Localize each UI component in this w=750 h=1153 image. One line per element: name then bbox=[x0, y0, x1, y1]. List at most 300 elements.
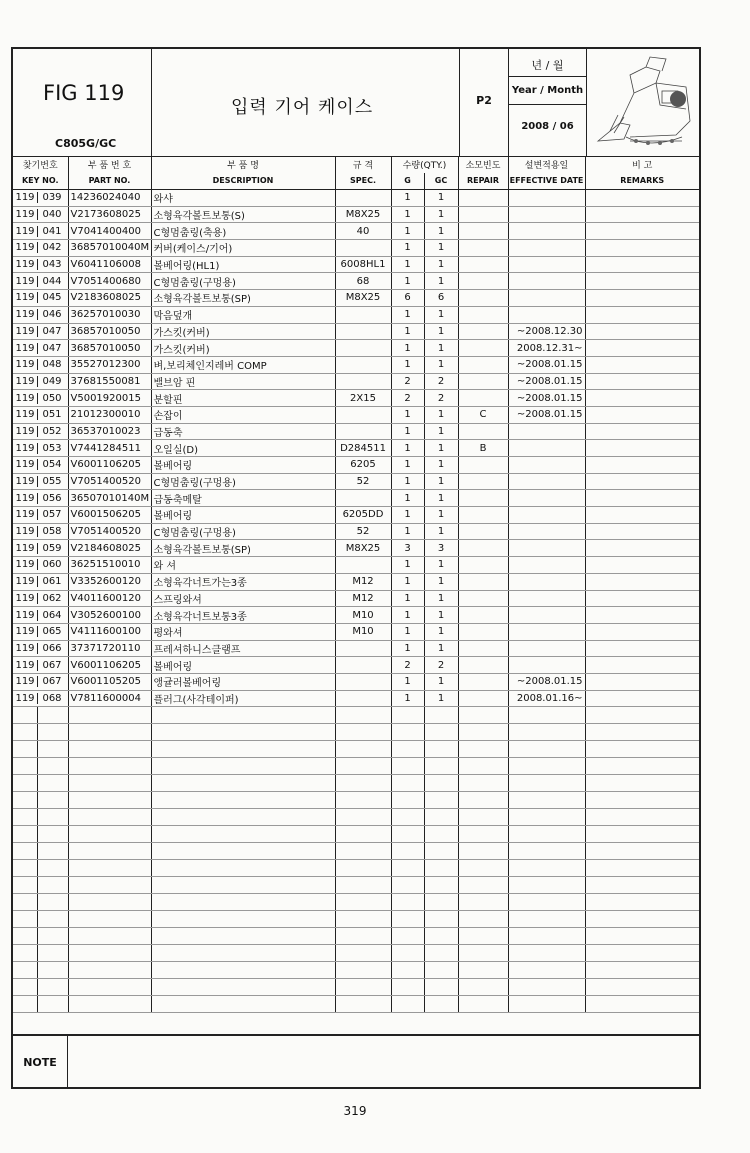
cell-key-no bbox=[13, 340, 68, 357]
table-row bbox=[13, 457, 699, 474]
empty-row bbox=[13, 911, 699, 928]
cell-fig: 119 bbox=[13, 393, 38, 404]
cell-effective-date bbox=[508, 290, 585, 307]
cell-part-no: V3052600100 bbox=[68, 607, 151, 624]
empty-cell bbox=[68, 741, 151, 758]
empty-cell bbox=[335, 860, 391, 877]
cell-qty-g: 3 bbox=[391, 540, 424, 557]
table-row bbox=[13, 190, 699, 207]
empty-cell bbox=[458, 894, 508, 911]
empty-cell bbox=[13, 860, 68, 877]
cell-effective-date bbox=[508, 523, 585, 540]
empty-cell bbox=[424, 724, 458, 741]
empty-cell bbox=[458, 809, 508, 826]
table-row bbox=[13, 373, 699, 390]
cell-description: 볼베어링 bbox=[151, 657, 335, 674]
cell-qty-g: 1 bbox=[391, 323, 424, 340]
empty-cell bbox=[68, 707, 151, 724]
cell-fig: 119 bbox=[13, 209, 38, 220]
cell-part-no: 21012300010 bbox=[68, 406, 151, 423]
empty-cell bbox=[391, 928, 424, 945]
empty-cell bbox=[335, 877, 391, 894]
empty-row bbox=[13, 843, 699, 860]
cell-effective-date bbox=[508, 540, 585, 557]
empty-cell bbox=[508, 809, 585, 826]
empty-cell bbox=[151, 724, 335, 741]
table-row bbox=[13, 223, 699, 240]
empty-cell bbox=[585, 979, 699, 996]
cell-effective-date: 2008.01.16~ bbox=[508, 690, 585, 707]
cell-qty-g: 1 bbox=[391, 273, 424, 290]
cell-qty-gc: 1 bbox=[424, 490, 458, 507]
empty-cell bbox=[13, 724, 68, 741]
empty-cell bbox=[151, 894, 335, 911]
cell-key-no bbox=[13, 273, 68, 290]
cell-qty-g: 1 bbox=[391, 557, 424, 574]
cell-qty-g: 1 bbox=[391, 690, 424, 707]
cell-key: 051 bbox=[42, 409, 62, 421]
cell-key-no bbox=[13, 223, 68, 240]
cell-qty-g: 1 bbox=[391, 623, 424, 640]
cell-part-no: 14236024040 bbox=[68, 190, 151, 207]
cell-effective-date bbox=[508, 590, 585, 607]
cell-repair bbox=[458, 490, 508, 507]
cell-spec: M12 bbox=[335, 573, 391, 590]
cell-remarks bbox=[585, 306, 699, 323]
empty-cell bbox=[151, 945, 335, 962]
cell-spec bbox=[335, 640, 391, 657]
empty-cell bbox=[391, 741, 424, 758]
cell-description: 평와셔 bbox=[151, 623, 335, 640]
cell-remarks bbox=[585, 623, 699, 640]
cell-part-no: 36257010030 bbox=[68, 306, 151, 323]
cell-spec: D284511 bbox=[335, 440, 391, 457]
cell-part-no: V3352600120 bbox=[68, 573, 151, 590]
table-row bbox=[13, 523, 699, 540]
cell-repair bbox=[458, 356, 508, 373]
cell-spec bbox=[335, 673, 391, 690]
cell-qty-gc: 3 bbox=[424, 540, 458, 557]
cell-spec bbox=[335, 356, 391, 373]
cell-spec: 6205DD bbox=[335, 507, 391, 524]
cell-effective-date bbox=[508, 223, 585, 240]
empty-cell bbox=[335, 809, 391, 826]
cell-repair bbox=[458, 657, 508, 674]
empty-row bbox=[13, 826, 699, 843]
col-qty-g: G bbox=[391, 173, 424, 190]
cell-spec: 68 bbox=[335, 273, 391, 290]
table-row bbox=[13, 590, 699, 607]
cell-remarks bbox=[585, 390, 699, 407]
empty-cell bbox=[151, 775, 335, 792]
cell-qty-gc: 1 bbox=[424, 306, 458, 323]
cell-effective-date: ~2008.12.30 bbox=[508, 323, 585, 340]
cell-part-no: V5001920015 bbox=[68, 390, 151, 407]
empty-row bbox=[13, 962, 699, 979]
cell-qty-gc: 1 bbox=[424, 523, 458, 540]
cell-part-no: V6001506205 bbox=[68, 507, 151, 524]
cell-description: 소형육각볼트보통(SP) bbox=[151, 540, 335, 557]
cell-description: 프레셔하니스클램프 bbox=[151, 640, 335, 657]
cell-effective-date: ~2008.01.15 bbox=[508, 673, 585, 690]
empty-cell bbox=[391, 724, 424, 741]
empty-row bbox=[13, 860, 699, 877]
cell-key: 062 bbox=[42, 592, 62, 604]
empty-row bbox=[13, 928, 699, 945]
empty-cell bbox=[424, 877, 458, 894]
cell-qty-gc: 2 bbox=[424, 657, 458, 674]
empty-cell bbox=[151, 741, 335, 758]
empty-cell bbox=[508, 860, 585, 877]
empty-cell bbox=[335, 979, 391, 996]
cell-repair bbox=[458, 673, 508, 690]
empty-cell bbox=[508, 758, 585, 775]
cell-qty-gc: 1 bbox=[424, 640, 458, 657]
cell-description: 손잡이 bbox=[151, 406, 335, 423]
cell-fig: 119 bbox=[13, 192, 38, 203]
cell-description: 소형육각너트가는3종 bbox=[151, 573, 335, 590]
cell-repair bbox=[458, 256, 508, 273]
cell-key-no bbox=[13, 440, 68, 457]
cell-fig: 119 bbox=[13, 459, 38, 470]
cell-part-no: 35527012300 bbox=[68, 356, 151, 373]
cell-qty-g: 1 bbox=[391, 223, 424, 240]
empty-cell bbox=[151, 911, 335, 928]
cell-part-no: V7051400680 bbox=[68, 273, 151, 290]
empty-cell bbox=[335, 826, 391, 843]
cell-key-no bbox=[13, 406, 68, 423]
table-row bbox=[13, 273, 699, 290]
page-title: 입력 기어 케이스 bbox=[231, 97, 374, 118]
note-label: NOTE bbox=[13, 1036, 68, 1089]
cell-fig: 119 bbox=[13, 276, 38, 287]
cell-remarks bbox=[585, 607, 699, 624]
empty-cell bbox=[13, 707, 68, 724]
table-row bbox=[13, 540, 699, 557]
cell-effective-date bbox=[508, 306, 585, 323]
cell-fig: 119 bbox=[13, 626, 38, 637]
empty-cell bbox=[424, 860, 458, 877]
cell-qty-g: 2 bbox=[391, 657, 424, 674]
cell-part-no: V7051400520 bbox=[68, 523, 151, 540]
cell-fig: 119 bbox=[13, 559, 38, 570]
cell-key: 059 bbox=[42, 542, 62, 554]
cell-fig: 119 bbox=[13, 292, 38, 303]
cell-qty-gc: 1 bbox=[424, 190, 458, 207]
cell-qty-g: 1 bbox=[391, 423, 424, 440]
empty-row bbox=[13, 809, 699, 826]
cell-qty-g: 1 bbox=[391, 206, 424, 223]
cell-key-no bbox=[13, 657, 68, 674]
table-row bbox=[13, 323, 699, 340]
empty-cell bbox=[68, 911, 151, 928]
cell-remarks bbox=[585, 573, 699, 590]
page-number: 319 bbox=[343, 1104, 367, 1118]
empty-cell bbox=[424, 775, 458, 792]
empty-cell bbox=[391, 826, 424, 843]
cell-spec bbox=[335, 240, 391, 257]
cell-description: 커버(케이스/기어) bbox=[151, 240, 335, 257]
empty-cell bbox=[335, 962, 391, 979]
cell-spec: 52 bbox=[335, 473, 391, 490]
cell-part-no: 36857010050 bbox=[68, 340, 151, 357]
cell-qty-gc: 1 bbox=[424, 223, 458, 240]
cell-part-no: 36857010040M bbox=[68, 240, 151, 257]
page-code: P2 bbox=[476, 94, 492, 107]
cell-key: 040 bbox=[42, 209, 62, 221]
empty-cell bbox=[151, 928, 335, 945]
cell-remarks bbox=[585, 356, 699, 373]
cell-qty-gc: 1 bbox=[424, 256, 458, 273]
empty-cell bbox=[585, 707, 699, 724]
empty-cell bbox=[151, 996, 335, 1013]
empty-cell bbox=[391, 911, 424, 928]
empty-cell bbox=[424, 707, 458, 724]
empty-cell bbox=[458, 911, 508, 928]
cell-key-no bbox=[13, 557, 68, 574]
cell-key-no bbox=[13, 240, 68, 257]
cell-spec: 52 bbox=[335, 523, 391, 540]
cell-repair bbox=[458, 240, 508, 257]
empty-row bbox=[13, 724, 699, 741]
cell-description: 급동축메탈 bbox=[151, 490, 335, 507]
cell-remarks bbox=[585, 373, 699, 390]
cell-spec: 40 bbox=[335, 223, 391, 240]
empty-cell bbox=[391, 996, 424, 1013]
empty-cell bbox=[458, 707, 508, 724]
cell-fig: 119 bbox=[13, 676, 38, 687]
cell-qty-gc: 1 bbox=[424, 573, 458, 590]
cell-qty-g: 1 bbox=[391, 523, 424, 540]
empty-cell bbox=[585, 758, 699, 775]
empty-cell bbox=[508, 724, 585, 741]
cell-effective-date: ~2008.01.15 bbox=[508, 373, 585, 390]
empty-cell bbox=[458, 996, 508, 1013]
empty-cell bbox=[13, 911, 68, 928]
empty-cell bbox=[335, 945, 391, 962]
empty-cell bbox=[68, 894, 151, 911]
empty-cell bbox=[391, 792, 424, 809]
empty-cell bbox=[151, 707, 335, 724]
empty-cell bbox=[424, 911, 458, 928]
cell-repair bbox=[458, 373, 508, 390]
empty-row bbox=[13, 707, 699, 724]
cell-qty-g: 6 bbox=[391, 290, 424, 307]
cell-remarks bbox=[585, 490, 699, 507]
cell-qty-gc: 1 bbox=[424, 440, 458, 457]
cell-spec bbox=[335, 406, 391, 423]
cell-fig: 119 bbox=[13, 226, 38, 237]
empty-cell bbox=[335, 792, 391, 809]
cell-spec: M8X25 bbox=[335, 540, 391, 557]
year-month-korean: 년 / 월 bbox=[531, 59, 564, 72]
header-row-english bbox=[13, 173, 699, 190]
empty-cell bbox=[508, 877, 585, 894]
cell-repair bbox=[458, 190, 508, 207]
combine-harvester-illustration bbox=[590, 53, 696, 152]
cell-remarks bbox=[585, 273, 699, 290]
cell-key: 048 bbox=[42, 359, 62, 371]
empty-cell bbox=[424, 758, 458, 775]
cell-fig: 119 bbox=[13, 693, 38, 704]
cell-qty-g: 1 bbox=[391, 573, 424, 590]
cell-key-no bbox=[13, 540, 68, 557]
empty-cell bbox=[68, 962, 151, 979]
empty-row bbox=[13, 945, 699, 962]
cell-qty-g: 1 bbox=[391, 473, 424, 490]
empty-cell bbox=[335, 707, 391, 724]
cell-qty-g: 1 bbox=[391, 406, 424, 423]
cell-qty-gc: 2 bbox=[424, 373, 458, 390]
cell-key-no bbox=[13, 607, 68, 624]
empty-cell bbox=[424, 996, 458, 1013]
empty-cell bbox=[585, 962, 699, 979]
cell-remarks bbox=[585, 340, 699, 357]
cell-description: 볼베어링 bbox=[151, 457, 335, 474]
cell-qty-g: 1 bbox=[391, 673, 424, 690]
cell-effective-date: ~2008.01.15 bbox=[508, 356, 585, 373]
empty-cell bbox=[13, 894, 68, 911]
empty-cell bbox=[508, 826, 585, 843]
cell-qty-g: 1 bbox=[391, 440, 424, 457]
cell-fig: 119 bbox=[13, 610, 38, 621]
empty-cell bbox=[13, 741, 68, 758]
cell-qty-gc: 1 bbox=[424, 673, 458, 690]
empty-cell bbox=[424, 792, 458, 809]
cell-description: 볼베어링 bbox=[151, 507, 335, 524]
cell-qty-g: 1 bbox=[391, 240, 424, 257]
empty-cell bbox=[585, 724, 699, 741]
table-row bbox=[13, 406, 699, 423]
cell-qty-gc: 1 bbox=[424, 340, 458, 357]
empty-cell bbox=[508, 843, 585, 860]
cell-remarks bbox=[585, 507, 699, 524]
cell-key-no bbox=[13, 573, 68, 590]
cell-description: 소형육각너트보통3종 bbox=[151, 607, 335, 624]
cell-qty-g: 1 bbox=[391, 490, 424, 507]
cell-qty-g: 2 bbox=[391, 390, 424, 407]
cell-effective-date bbox=[508, 557, 585, 574]
empty-cell bbox=[424, 962, 458, 979]
table-row bbox=[13, 356, 699, 373]
empty-cell bbox=[68, 826, 151, 843]
cell-remarks bbox=[585, 640, 699, 657]
cell-remarks bbox=[585, 557, 699, 574]
empty-cell bbox=[68, 724, 151, 741]
cell-remarks bbox=[585, 290, 699, 307]
table-row bbox=[13, 690, 699, 707]
cell-key: 055 bbox=[42, 476, 62, 488]
cell-part-no: 36857010050 bbox=[68, 323, 151, 340]
empty-cell bbox=[585, 741, 699, 758]
cell-repair bbox=[458, 507, 508, 524]
empty-cell bbox=[508, 996, 585, 1013]
cell-effective-date bbox=[508, 573, 585, 590]
parts-table bbox=[13, 156, 699, 1013]
cell-key: 043 bbox=[42, 259, 62, 271]
empty-cell bbox=[335, 724, 391, 741]
cell-qty-g: 1 bbox=[391, 190, 424, 207]
cell-key-no bbox=[13, 590, 68, 607]
cell-part-no: V4111600100 bbox=[68, 623, 151, 640]
cell-remarks bbox=[585, 473, 699, 490]
empty-cell bbox=[68, 792, 151, 809]
cell-key-no bbox=[13, 423, 68, 440]
cell-description: 소형육각볼트보통(SP) bbox=[151, 290, 335, 307]
empty-cell bbox=[391, 860, 424, 877]
cell-key: 049 bbox=[42, 375, 62, 387]
cell-repair bbox=[458, 573, 508, 590]
cell-remarks bbox=[585, 440, 699, 457]
cell-repair bbox=[458, 290, 508, 307]
cell-effective-date bbox=[508, 273, 585, 290]
cell-effective-date bbox=[508, 206, 585, 223]
empty-row bbox=[13, 741, 699, 758]
cell-repair bbox=[458, 273, 508, 290]
cell-spec bbox=[335, 190, 391, 207]
empty-cell bbox=[458, 792, 508, 809]
cell-qty-g: 2 bbox=[391, 373, 424, 390]
cell-spec bbox=[335, 557, 391, 574]
cell-spec: M10 bbox=[335, 623, 391, 640]
cell-key: 053 bbox=[42, 442, 62, 454]
cell-repair: B bbox=[458, 440, 508, 457]
year-month-english: Year / Month bbox=[511, 85, 584, 96]
cell-qty-gc: 1 bbox=[424, 590, 458, 607]
parts-sheet bbox=[11, 47, 701, 1089]
cell-key-no bbox=[13, 256, 68, 273]
cell-fig: 119 bbox=[13, 476, 38, 487]
cell-description: 급동축 bbox=[151, 423, 335, 440]
empty-cell bbox=[13, 877, 68, 894]
table-row bbox=[13, 557, 699, 574]
cell-key: 052 bbox=[42, 425, 62, 437]
cell-key: 041 bbox=[42, 225, 62, 237]
col-description-kr: 부 품 명 bbox=[151, 156, 335, 173]
cell-qty-g: 1 bbox=[391, 256, 424, 273]
empty-cell bbox=[458, 758, 508, 775]
empty-cell bbox=[424, 979, 458, 996]
cell-key-no bbox=[13, 373, 68, 390]
empty-cell bbox=[151, 792, 335, 809]
cell-description: C형멈춤링(구멍용) bbox=[151, 473, 335, 490]
empty-cell bbox=[391, 979, 424, 996]
cell-qty-gc: 1 bbox=[424, 557, 458, 574]
cell-qty-g: 1 bbox=[391, 356, 424, 373]
cell-key: 039 bbox=[42, 192, 62, 204]
empty-cell bbox=[508, 928, 585, 945]
cell-fig: 119 bbox=[13, 259, 38, 270]
empty-cell bbox=[13, 996, 68, 1013]
empty-cell bbox=[335, 996, 391, 1013]
empty-cell bbox=[68, 945, 151, 962]
col-key-no-kr: 찾기번호 bbox=[13, 156, 68, 173]
empty-cell bbox=[13, 979, 68, 996]
empty-row bbox=[13, 792, 699, 809]
cell-repair bbox=[458, 340, 508, 357]
cell-description: 밸브암 핀 bbox=[151, 373, 335, 390]
col-qty-kr: 수량(QTY.) bbox=[391, 156, 458, 173]
cell-remarks bbox=[585, 256, 699, 273]
cell-remarks bbox=[585, 523, 699, 540]
cell-effective-date bbox=[508, 507, 585, 524]
table-row bbox=[13, 657, 699, 674]
empty-cell bbox=[13, 962, 68, 979]
empty-cell bbox=[335, 928, 391, 945]
col-spec-kr: 규 격 bbox=[335, 156, 391, 173]
cell-repair bbox=[458, 390, 508, 407]
empty-row bbox=[13, 877, 699, 894]
